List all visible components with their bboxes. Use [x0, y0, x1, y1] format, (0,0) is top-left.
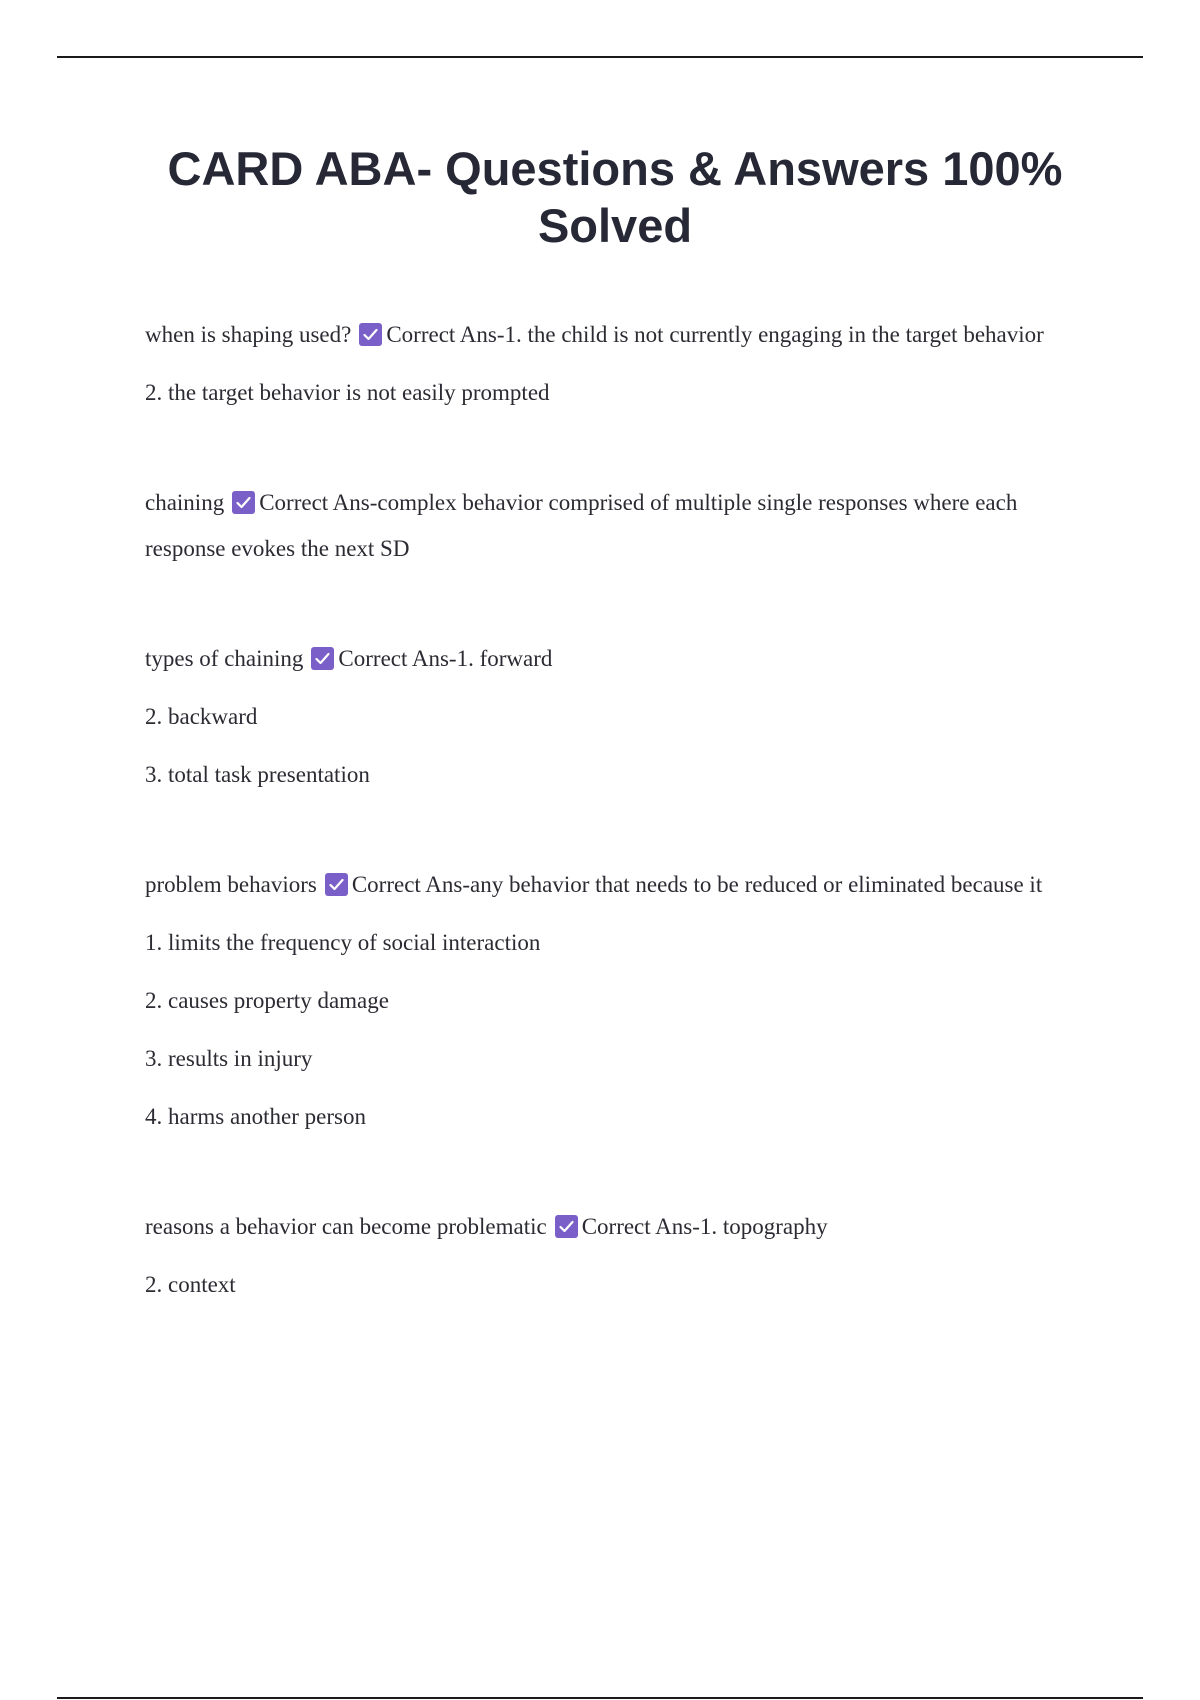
question-line	[145, 862, 1095, 908]
question-line	[145, 312, 1095, 358]
answer-text: 1. forward	[456, 646, 553, 671]
question-line	[145, 1204, 1095, 1250]
qa-entry	[145, 480, 1095, 572]
check-box-icon	[325, 873, 348, 896]
qa-list	[145, 312, 1095, 1308]
question-text: when is shaping used?	[145, 322, 352, 347]
answer-item: 2. context	[145, 1272, 236, 1297]
answer-prefix: Correct Ans-	[581, 1214, 700, 1239]
answer-prefix: Correct Ans-	[386, 322, 505, 347]
check-box-icon	[232, 491, 255, 514]
question-line	[145, 636, 1095, 682]
answer-item: 3. total task presentation	[145, 762, 370, 787]
answer-prefix: Correct Ans-	[259, 490, 378, 515]
question-text: problem behaviors	[145, 872, 317, 897]
check-box-icon	[555, 1215, 578, 1238]
answer-item: 2. causes property damage	[145, 988, 389, 1013]
bottom-rule	[57, 1697, 1143, 1699]
qa-entry	[145, 312, 1095, 416]
answer-text: 1. the child is not currently engaging in the target behavior	[504, 322, 1044, 347]
question-text: types of chaining	[145, 646, 304, 671]
qa-entry	[145, 1204, 1095, 1308]
answer-item: 4. harms another person	[145, 1104, 366, 1129]
top-rule	[57, 56, 1143, 58]
answer-prefix: Correct Ans-	[338, 646, 457, 671]
answer-prefix: Correct Ans-	[351, 872, 470, 897]
answer-item: 1. limits the frequency of social interaction	[145, 930, 541, 955]
question-text: chaining	[145, 490, 225, 515]
answer-item: 3. results in injury	[145, 1046, 313, 1071]
check-box-icon	[359, 323, 382, 346]
qa-entry	[145, 636, 1095, 798]
qa-entry	[145, 862, 1095, 1140]
answer-item: 2. backward	[145, 704, 258, 729]
question-text: reasons a behavior can become problematic	[145, 1214, 547, 1239]
answer-text: any behavior that needs to be reduced or eliminated because it	[470, 872, 1043, 897]
check-box-icon	[311, 647, 334, 670]
question-line	[145, 480, 1095, 572]
answer-text: 1. topography	[699, 1214, 828, 1239]
document-title: CARD ABA- Questions & Answers 100% Solved	[167, 142, 1063, 252]
answer-item: 2. the target behavior is not easily prompted	[145, 380, 550, 405]
answer-text: complex behavior comprised of multiple single responses where each response evokes the next SD	[145, 490, 1018, 561]
